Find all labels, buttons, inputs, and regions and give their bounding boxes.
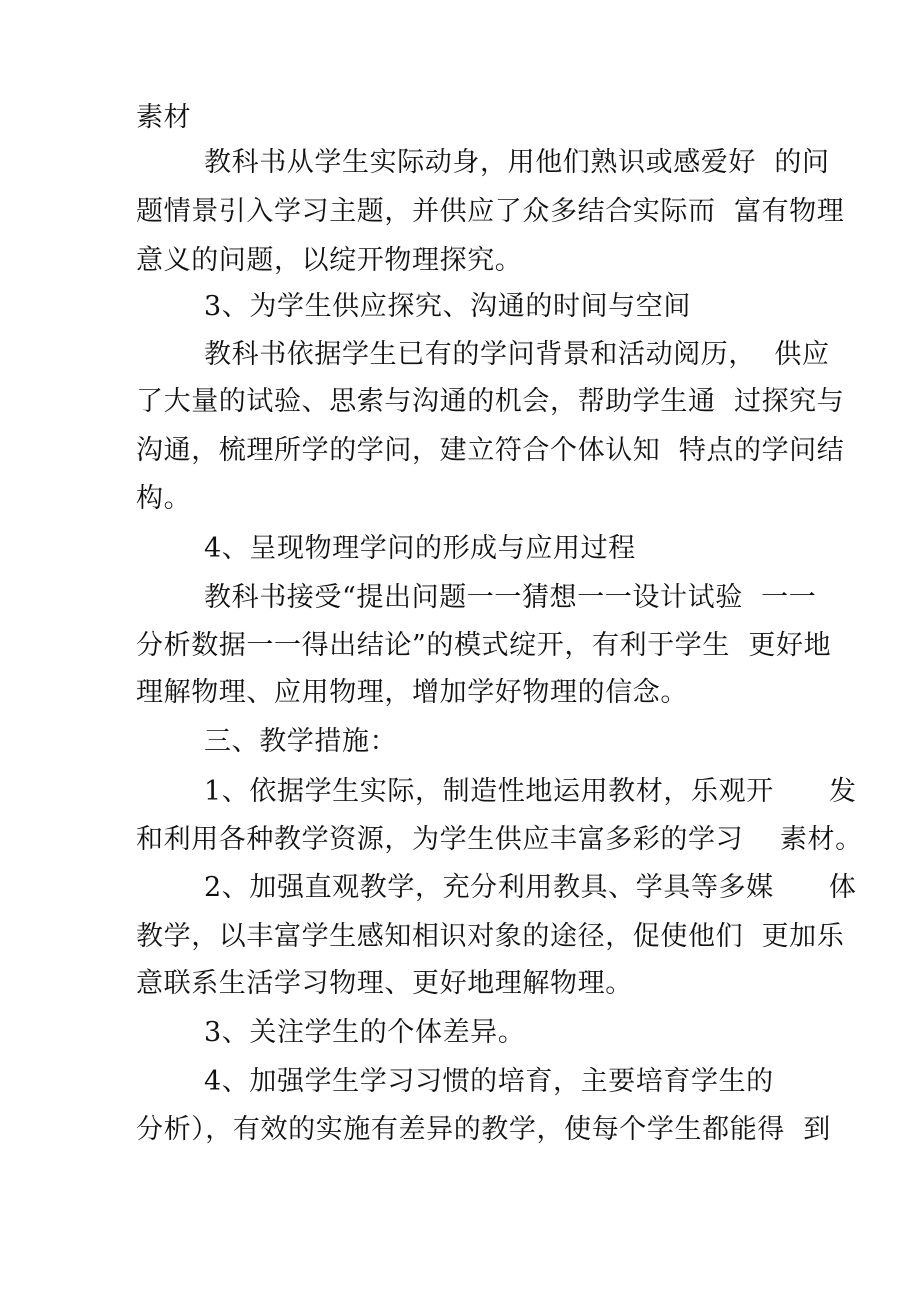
text-line: 教科书接受“提出问题一一猜想一一设计试验 一一 — [204, 582, 817, 613]
text-line: 分析），有效的实施有差异的教学，使每个学生都能得 到 — [136, 1114, 831, 1145]
text-line: 了大量的试验、思索与沟通的机会，帮助学生通 过探究与 — [136, 386, 845, 417]
text-line: 分析数据一一得出结论”的模式绽开，有利于学生 更好地 — [136, 630, 832, 661]
text-line: 4、加强学生学习习惯的培育，主要培育学生的 — [204, 1066, 774, 1097]
text-line: 构。 — [136, 483, 192, 514]
text-line: 教科书从学生实际动身，用他们熟识或感爱好 的问 — [204, 147, 830, 178]
text-line: 2、加强直观教学，充分利用教具、学具等多媒 体 — [204, 872, 857, 903]
section-heading: 4、呈现物理学问的形成与应用过程 — [204, 533, 636, 564]
text-line: 沟通，梳理所学的学问，建立符合个体认知 特点的学问结 — [136, 435, 845, 466]
text-line: 教科书依据学生已有的学问背景和活动阅历， 供应 — [204, 339, 830, 370]
text-line: 和利用各种教学资源，为学生供应丰富多彩的学习 素材。 — [136, 824, 863, 855]
text-line: 题情景引入学习主题，并供应了众多结合实际而 富有物理 — [136, 196, 845, 227]
text-line: 教学，以丰富学生感知相识对象的途径，促使他们 更加乐 — [136, 921, 845, 952]
text-line: 意联系生活学习物理、更好地理解物理。 — [136, 968, 633, 999]
section-heading: 三、教学措施： — [204, 726, 398, 757]
text-line: 理解物理、应用物理，增加学好物理的信念。 — [136, 677, 688, 708]
section-heading: 3、为学生供应探究、沟通的时间与空间 — [204, 291, 691, 322]
text-line: 3、关注学生的个体差异。 — [204, 1017, 526, 1048]
text-line: 1、依据学生实际，制造性地运用教材，乐观开 发 — [204, 776, 857, 807]
text-line: 素材 — [136, 102, 192, 133]
text-line: 意义的问题，以绽开物理探究。 — [136, 245, 523, 276]
